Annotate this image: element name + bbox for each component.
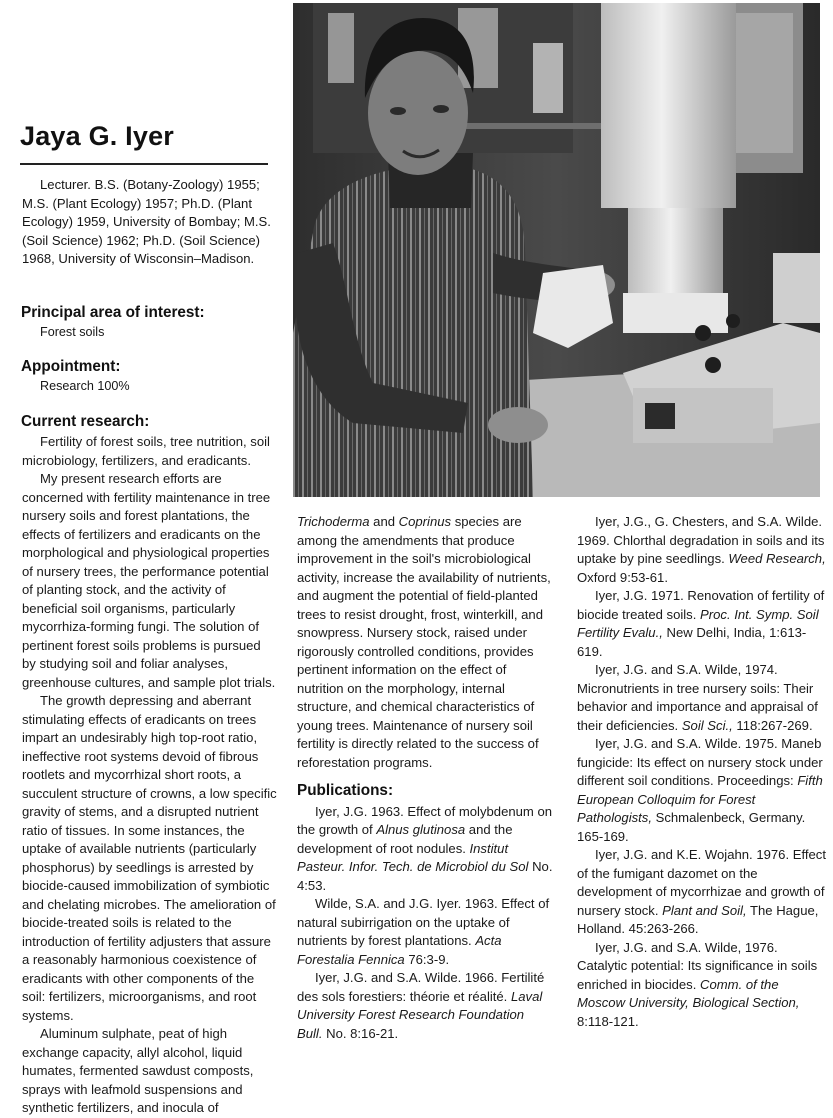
research-paragraph-3 [22, 1025, 278, 1118]
lab-scene-illustration [293, 3, 820, 497]
publication-6: Iyer, J.G. and S.A. Wilde, 1974. Micronutrients in tree nursery soils: Their behavior and importance and appraisal of their deficiencies. Soil Sci., 118:267-269. [577, 662, 818, 733]
publication-4: Iyer, J.G., G. Chesters, and S.A. Wilde. 1969. Chlorthal degradation in soils and its uptake by pine seedlings. Weed Research, Oxford 9:53-61. [577, 514, 826, 585]
publication-5: Iyer, J.G. 1971. Renovation of fertility of biocide treated soils. Proc. Int. Symp. Soil Fertility Evalu., New Delhi, India, 1:613-619. [577, 588, 825, 659]
publications-column-3 [577, 513, 829, 1031]
research-paragraph-2: The growth depressing and aberrant stimulating effects of eradicants on trees impart an undesirably high top-root ratio, ineffective root systems devoid of fibrous rootlets and mycorrhizal short roots, a succulent structure of crowns, a low specific gravity of stems, and a disrupted nutrient ratio of tissues. In some instances, the uptake of available nutrients (particularly phosphorus) by seedlings is arrested by biocide-caused immobilization of symbiotic and chelating microbes. The amelioration of biocide-treated soils is related to the introduction of fertility adjusters that assure a reasonably harmonious coexistence of eradicants with other components of the soil: fertilizers, microorganisms, and root systems. [22, 693, 277, 1023]
research-paragraph-1: My present research efforts are concerned with fertility maintenance in tree nursery soils and forest plantations, the effects of fertilizers and eradicants on the morphological and physiological properties of nursery trees, the performance potential of planting stock, and the activity of beneficial soil organisms, particularly mycorrhiza-forming fungi. The solution of pertinent forest soils problems is pursued by studying soil and foliar analyses, greenhouse cultures, and sample plot trials. [22, 471, 276, 690]
publication-1: Iyer, J.G. 1963. Effect of molybdenum on the growth of Alnus glutinosa and the development of root nodules. Institut Pasteur. Infor. Tech. de Microbiol du Sol No. 4:53. [297, 803, 553, 893]
research-heading: Current research: [21, 413, 150, 430]
interest-heading: Principal area of interest: [21, 304, 205, 321]
publication-2: Wilde, S.A. and J.G. Iyer. 1963. Effect of natural subirrigation on the uptake of nutrients by forest plantations. Acta Forestalia Fennica 76:3-9. [297, 896, 550, 967]
appointment-heading: Appointment: [21, 358, 121, 375]
page-title: Jaya G. Iyer [20, 121, 175, 151]
publication-8: Iyer, J.G. and K.E. Wojahn. 1976. Effect of the fumigant dazomet on the development of mycorrhizae and growth of nursery stock. Plant and Soil, The Hague, Holland. 45:263-266. [577, 847, 826, 936]
portrait-photo [293, 3, 820, 497]
research-column-1 [22, 433, 278, 1118]
research-paragraph-3-lead: Aluminum sulphate, peat of high exchange capacity, allyl alcohol, liquid humates, fermented sawdust composts, sprays with leafmold suspensions and synthetic fertilizers, and inocula of [22, 1026, 254, 1115]
publication-7: Iyer, J.G. and S.A. Wilde. 1975. Maneb fungicide: Its effect on nursery stock under different soil conditions. Proceedings: Fifth European Colloquim for Forest Pathologists, Schmalenbeck, Germany. 165-169. [577, 736, 823, 844]
research-paragraph-3-rest: species are among the amendments that produce improvement in the soil's microbiological activity, increase the availability of nutrients, and augment the potential of field-planted trees to resist drought, frost, winterkill, and snowpress. Nursery stock, raised under rigorously controlled conditions, provides pertinent information on the effect of nutrition on the morphology, internal structure, and chemical characteristics of young trees. Maintenance of nursery soil fertility is directly related to the success of reforestation programs. [297, 514, 551, 770]
research-topics: Fertility of forest soils, tree nutrition, soil microbiology, fertilizers, and eradicants. [22, 434, 270, 468]
appointment-value: Research 100% [40, 379, 130, 393]
bio-text: Lecturer. B.S. (Botany-Zoology) 1955; M.S. (Plant Ecology) 1957; Ph.D. (Plant Ecology) 1959, University of Bombay; M.S. (Soil Science) 1962; Ph.D. (Soil Science) 1968, University of Wisconsin–Madison. [22, 177, 271, 266]
research-column-2 [297, 513, 553, 1043]
conjunction: and [369, 514, 399, 529]
research-paragraph-3-cont [297, 513, 553, 772]
publication-9: Iyer, J.G. and S.A. Wilde, 1976. Catalytic potential: Its significance in soils enriched in biocides. Comm. of the Moscow University, Biological Section, 8:118-121. [577, 939, 818, 1029]
interest-value: Forest soils [40, 325, 105, 339]
publication-3: Iyer, J.G. and S.A. Wilde. 1966. Fertilité des sols forestiers: théorie et réalité. Laval University Forest Research Foundation Bull. No. 8:16-21. [297, 970, 545, 1041]
organism-trichoderma: Trichoderma [297, 514, 370, 529]
organism-coprinus: Coprinus [398, 514, 452, 529]
publications-heading: Publications: [297, 782, 394, 799]
title-rule [20, 163, 268, 165]
